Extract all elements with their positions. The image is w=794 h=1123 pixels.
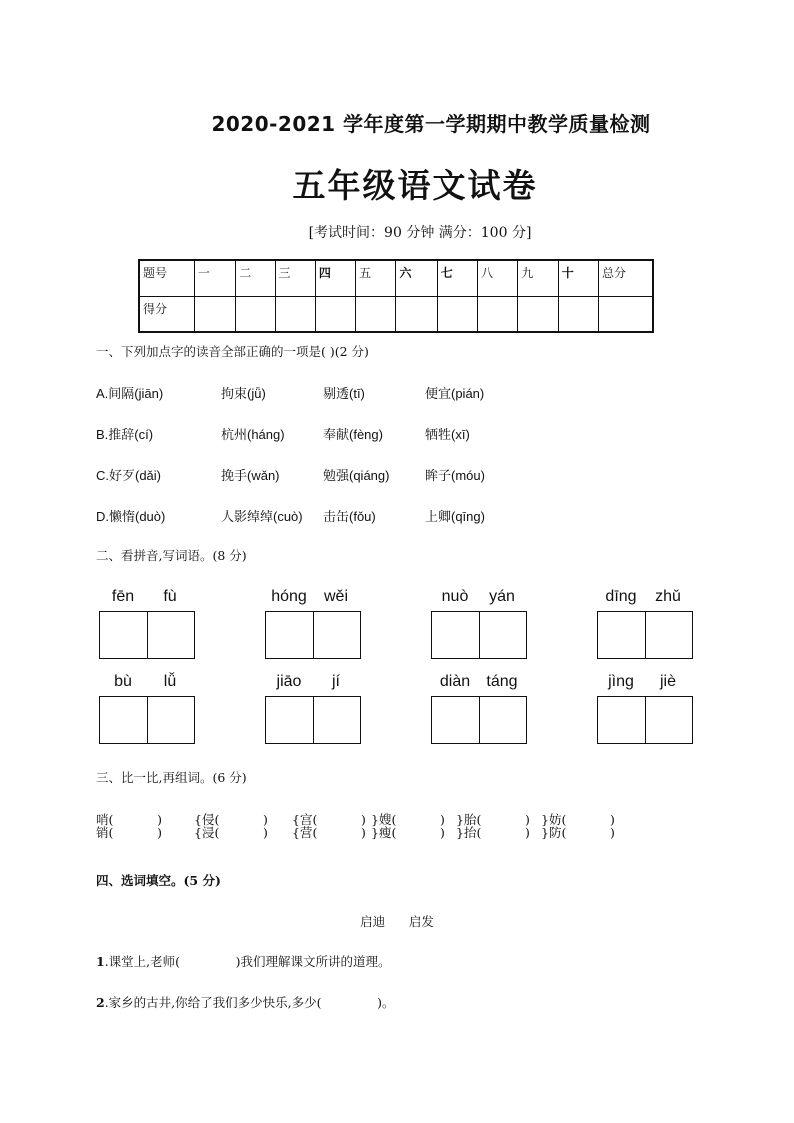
score-row-label: 得分 [139,296,194,332]
item-text: .家乡的古井,你给了我们多少快乐,多少( )。 [104,995,395,1010]
section2-heading: 二、看拼音,写词语。(8 分) [96,548,247,563]
option-a-1: A.间隔(jiān) [96,386,164,401]
score-table [138,259,654,333]
pinyin: jìng [608,673,634,690]
writing-box[interactable] [266,612,313,658]
writing-box[interactable] [598,697,645,743]
option-c-1: C.好歹(dǎi) [96,468,162,483]
compare-word: {宫( ) [292,812,366,827]
pinyin: yán [489,588,515,605]
pinyin: bù [114,673,132,690]
writing-box-pair[interactable] [431,696,527,744]
writing-box-pair[interactable] [265,611,361,659]
pinyin: fēn [111,588,135,605]
header-cell: 题号 [139,260,194,296]
compare-word: }嫂( ) [371,812,445,827]
score-cell[interactable] [518,296,558,332]
header-cell: 总分 [599,260,653,296]
pinyin: lǚ [163,673,177,690]
writing-box[interactable] [100,697,147,743]
item-number: 2 [96,995,105,1010]
header-cell: 二 [236,260,275,296]
writing-box[interactable] [479,612,527,658]
compare-pair [456,813,530,839]
score-table-score-row [139,296,653,332]
option-d-2: 人影绰绰(cuò) [221,509,303,524]
compare-word: }妨( ) [541,812,615,827]
header-cell: 四 [315,260,355,296]
compare-pair [371,813,445,839]
score-cell[interactable] [558,296,598,332]
pinyin: wěi [323,588,348,605]
option-c-2: 挽手(wǎn) [221,468,280,483]
score-cell[interactable] [599,296,653,332]
score-cell[interactable] [478,296,518,332]
word-choices: 启迪 启发 [360,914,434,929]
header-cell: 一 [194,260,235,296]
score-cell[interactable] [356,296,396,332]
score-cell[interactable] [194,296,235,332]
compare-word: {浸( ) [194,825,268,840]
writing-box-pair[interactable] [265,696,361,744]
header-cell: 八 [478,260,518,296]
pinyin: nuò [441,588,469,605]
pinyin: jiāo [276,673,302,690]
option-c-3: 勉强(qiáng) [323,468,390,483]
pinyin: táng [486,673,518,690]
option-b-1: B.推辞(cí) [96,427,154,442]
header-cell: 十 [558,260,598,296]
score-table-header-row [139,260,653,296]
exam-title: 五年级语文试卷 [292,166,538,205]
option-b-3: 奉献(fèng) [323,427,383,442]
writing-box[interactable] [313,697,361,743]
compare-pair [541,813,615,839]
compare-word: }抬( ) [456,825,530,840]
writing-box[interactable] [313,612,361,658]
compare-word: 销( ) [96,825,162,840]
compare-word: {营( ) [292,825,366,840]
score-cell[interactable] [236,296,275,332]
compare-word: }瘦( ) [371,825,445,840]
writing-box-pair[interactable] [597,611,693,659]
pinyin: zhǔ [655,588,681,605]
exam-subtitle: 2020-2021 学年度第一学期期中教学质量检测 [211,112,651,136]
option-d-1: D.懒惰(duò) [96,509,166,524]
writing-box[interactable] [479,697,527,743]
pinyin: diàn [439,673,471,690]
writing-box[interactable] [100,612,147,658]
writing-box[interactable] [432,612,479,658]
header-cell: 九 [518,260,558,296]
section3-heading: 三、比一比,再组词。(6 分) [96,770,247,785]
writing-box[interactable] [645,612,693,658]
header-cell: 七 [437,260,477,296]
writing-box[interactable] [147,612,195,658]
option-b-4: 牺牲(xī) [425,427,470,442]
score-cell[interactable] [396,296,437,332]
compare-word: 哨( ) [96,812,162,827]
item-number: 1 [96,954,105,969]
compare-pair [96,813,162,839]
compare-word: {侵( ) [194,812,268,827]
option-a-3: 剔透(tī) [323,386,365,401]
writing-box[interactable] [266,697,313,743]
writing-box-pair[interactable] [99,696,195,744]
score-cell[interactable] [315,296,355,332]
option-a-2: 拘束(jǖ) [221,386,266,401]
writing-box[interactable] [432,697,479,743]
exam-info: [考试时间：90 分钟 满分：100 分] [308,225,532,241]
option-d-3: 击缶(fǒu) [323,509,376,524]
writing-box-pair[interactable] [99,611,195,659]
compare-word: }防( ) [541,825,615,840]
header-cell: 三 [275,260,315,296]
pinyin: hóng [271,588,307,605]
compare-pair [194,813,268,839]
compare-word: }胎( ) [456,812,530,827]
pinyin: jiè [659,673,676,690]
writing-box[interactable] [645,697,693,743]
pinyin: jí [332,673,340,690]
compare-pair [292,813,366,839]
writing-box[interactable] [147,697,195,743]
fill-item-1 [96,952,391,970]
writing-box-pair[interactable] [597,696,693,744]
pinyin: dīng [605,588,637,605]
option-b-2: 杭州(háng) [221,427,285,442]
item-text: .课堂上,老师( )我们理解课文所讲的道理。 [104,954,391,969]
writing-box[interactable] [598,612,645,658]
writing-box-pair[interactable] [431,611,527,659]
option-c-4: 眸子(móu) [425,468,485,483]
pinyin: fù [163,588,177,605]
option-a-4: 便宜(pián) [425,386,485,401]
header-cell: 五 [356,260,396,296]
section4-heading: 四、选词填空。(5 分) [96,873,221,888]
score-cell[interactable] [437,296,477,332]
header-cell: 六 [396,260,437,296]
section1-heading: 一、下列加点字的读音全部正确的一项是( )(2 分) [96,344,369,359]
score-cell[interactable] [275,296,315,332]
fill-item-2 [96,993,395,1011]
option-d-4: 上卿(qīng) [425,509,485,524]
